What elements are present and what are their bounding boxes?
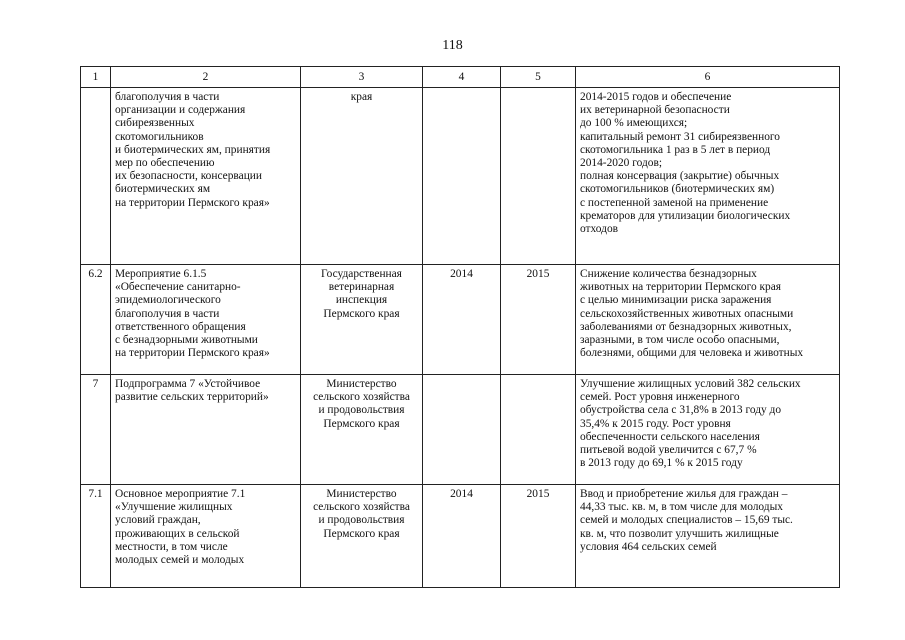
row-end-year: 2015: [501, 485, 576, 588]
program-table: [80, 66, 840, 588]
table-row: [81, 88, 840, 265]
row-name: Мероприятие 6.1.5 «Обеспечение санитарно- эпидемиологического благополучия в части ответственного обращения с безнадзорными животными на территории Пермского края»: [111, 265, 301, 375]
header-cell: 6: [576, 67, 840, 88]
row-executor: края: [301, 88, 423, 265]
table-row: [81, 485, 840, 588]
row-number: [81, 88, 111, 265]
row-number: 7.1: [81, 485, 111, 588]
header-cell: 4: [423, 67, 501, 88]
row-start-year: [423, 375, 501, 485]
header-cell: 2: [111, 67, 301, 88]
table-row: [81, 375, 840, 485]
row-executor: Министерство сельского хозяйства и продовольствия Пермского края: [301, 375, 423, 485]
row-result: Ввод и приобретение жилья для граждан – 44,33 тыс. кв. м, в том числе для молодых семей и молодых специалистов – 15,69 тыс. кв. м, что позволит улучшить жилищные условия 464 сельских семей: [576, 485, 840, 588]
row-name: Основное мероприятие 7.1 «Улучшение жилищных условий граждан, проживающих в сельской местности, в том числе молодых семей и молодых: [111, 485, 301, 588]
row-number: 7: [81, 375, 111, 485]
row-result: Улучшение жилищных условий 382 сельских семей. Рост уровня инженерного обустройства села с 31,8% в 2013 году до 35,4% к 2015 году. Рост уровня обеспеченности сельского населения питьевой водой увеличится с 67,7 % в 2013 году до 69,1 % к 2015 году: [576, 375, 840, 485]
table-row: [81, 265, 840, 375]
row-start-year: 2014: [423, 265, 501, 375]
row-result: Снижение количества безнадзорных животных на территории Пермского края с целью минимизации риска заражения сельскохозяйственных животных опасными заболеваниями от безнадзорных животных, заразными, в том числе особо опасными, болезнями, общими для человека и животных: [576, 265, 840, 375]
row-number: 6.2: [81, 265, 111, 375]
header-cell: 1: [81, 67, 111, 88]
page-number: 118: [442, 38, 463, 53]
row-start-year: 2014: [423, 485, 501, 588]
row-result: 2014-2015 годов и обеспечение их ветеринарной безопасности до 100 % имеющихся; капитальный ремонт 31 сибиреязвенного скотомогильника 1 раз в 5 лет в период 2014-2020 годов; полная консервация (закрытие) обычных скотомогильников (биотермических ям) с постепенной заменой на применение крематоров для утилизации биологических отходов: [576, 88, 840, 265]
row-name: Подпрограмма 7 «Устойчивое развитие сельских территорий»: [111, 375, 301, 485]
row-executor: Министерство сельского хозяйства и продовольствия Пермского края: [301, 485, 423, 588]
table-header-row: [81, 67, 840, 88]
row-executor: Государственная ветеринарная инспекция Пермского края: [301, 265, 423, 375]
row-end-year: 2015: [501, 265, 576, 375]
row-end-year: [501, 88, 576, 265]
row-start-year: [423, 88, 501, 265]
header-cell: 5: [501, 67, 576, 88]
row-name: благополучия в части организации и содержания сибиреязвенных скотомогильников и биотермических ям, принятия мер по обеспечению их безопасности, консервации биотермических ям на территории Пермского края»: [111, 88, 301, 265]
header-cell: 3: [301, 67, 423, 88]
row-end-year: [501, 375, 576, 485]
